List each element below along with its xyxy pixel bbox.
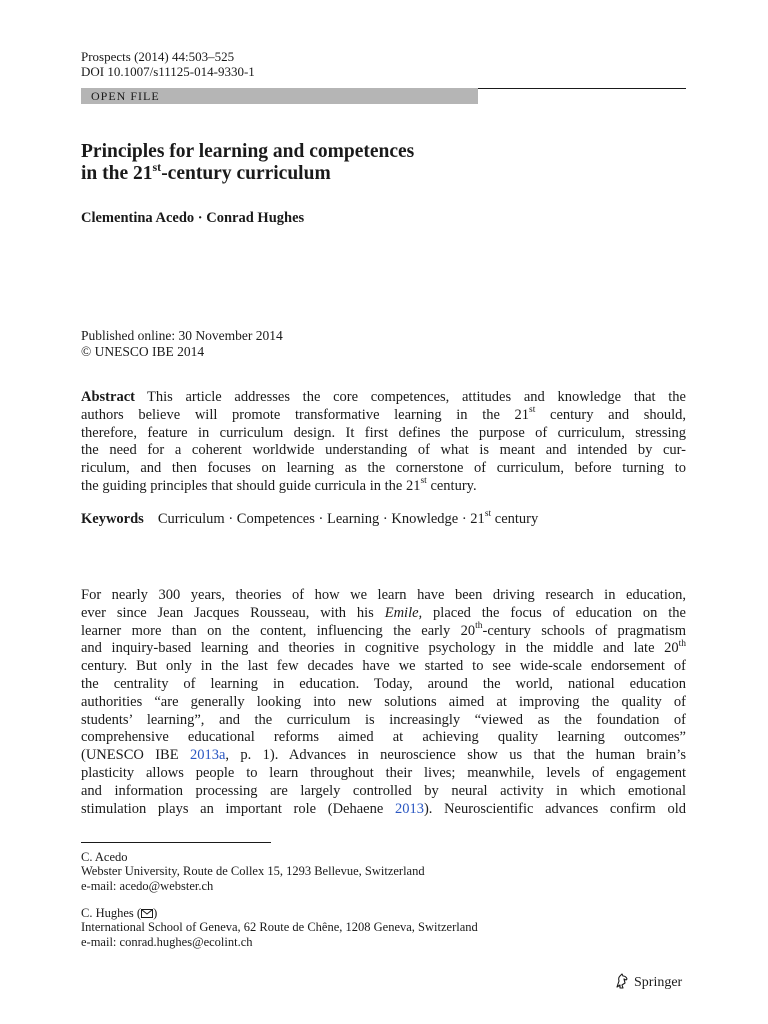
body-line: students’ learning”, and the curriculum is increasingly “viewed as the foundation of [81, 711, 686, 728]
article-title [81, 141, 681, 185]
copyright: © UNESCO IBE 2014 [81, 344, 205, 359]
abstract-line: riculum, and then focuses on learning as the cornerstone of curriculum, before turning to [81, 460, 686, 477]
footnote-rule [81, 842, 271, 843]
abstract-label: Abstract [81, 389, 135, 405]
abstract-line: the guiding principles that should guide curricula in the 21st century. [81, 476, 477, 494]
body-line: plasticity allows people to learn throughout their lives; meanwhile, levels of engagement [81, 764, 686, 781]
citation-link-dehaene-2013[interactable]: 2013 [394, 800, 424, 817]
abstract [81, 389, 686, 496]
title-line-2: in the 21st-century curriculum [81, 159, 331, 184]
affiliation-acedo [81, 850, 425, 893]
affiliation-email[interactable]: e-mail: acedo@webster.ch [81, 878, 214, 893]
section-label: OPEN FILE [91, 89, 160, 103]
affiliation-address: International School of Geneva, 62 Route de Chêne, 1208 Geneva, Switzerland [81, 920, 478, 935]
body-line: and inquiry-based learning and theories in cognitive psychology in the middle and late 20th [81, 638, 686, 657]
springer-horse-icon [614, 973, 630, 989]
book-title-emile: Emile, [384, 604, 423, 621]
publication-info [81, 328, 283, 360]
abstract-line: Abstract This article addresses the core competences, attitudes and knowledge that the [81, 389, 686, 405]
body-paragraph [81, 587, 686, 818]
body-line: and information processing are largely controlled by neural activity in which emotional [81, 782, 686, 799]
affiliation-email[interactable]: e-mail: conrad.hughes@ecolint.ch [81, 934, 253, 949]
affiliation-hughes [81, 906, 478, 949]
affiliation-name: C. Hughes ( ) [81, 906, 158, 920]
abstract-line: the need for a coherent worldwide understanding of what is meant and intended by cur- [81, 442, 686, 459]
section-label-bar [81, 88, 478, 104]
keywords: Keywords Curriculum · Competences · Learning · Knowledge · 21st century [81, 509, 539, 527]
body-line: For nearly 300 years, theories of how we learn have been driving research in education, [81, 587, 686, 603]
affiliation-address: Webster University, Route de Collex 15, 1293 Bellevue, Switzerland [81, 864, 425, 879]
publisher-name: Springer [634, 975, 683, 990]
citation-link-unesco-2013a[interactable]: 2013a [189, 747, 226, 764]
body-line: stimulation plays an important role (Dehaene 2013). Neuroscientific advances confirm old [81, 800, 686, 817]
body-line: (UNESCO IBE 2013a, p. 1). Advances in neuroscience show us that the human brain’s [81, 747, 686, 764]
header-rule [478, 88, 686, 89]
keywords-label: Keywords [81, 511, 144, 527]
keywords-list: Curriculum · Competences · Learning · Knowledge · 21 [157, 511, 485, 527]
author-list: Clementina Acedo · Conrad Hughes [81, 210, 305, 226]
body-line: ever since Jean Jacques Rousseau, with his Emile, placed the focus of education on the [81, 604, 686, 621]
body-line: century. But only in the last few decades have we started to see wide-scale endorsement of [81, 658, 686, 675]
affiliation-name: C. Acedo [81, 850, 128, 864]
envelope-icon [141, 907, 153, 916]
body-line: authorities “are generally looking into new solutions aimed at improving the quality of [81, 693, 686, 710]
journal-citation: Prospects (2014) 44:503–525 [81, 49, 235, 64]
body-line: comprehensive educational reforms aimed at achieving quality learning outcomes” [81, 729, 686, 746]
abstract-line: therefore, feature in curriculum design. It first defines the purpose of curriculum, stressing [81, 424, 686, 441]
doi-line: DOI 10.1007/s11125-014-9330-1 [81, 64, 255, 79]
abstract-line: authors believe will promote transformative learning in the 21st century and should, [81, 404, 686, 423]
title-line-1: Principles for learning and competences [81, 141, 415, 162]
publisher-logo [614, 973, 682, 991]
body-line: the centrality of learning in education. Today, around the world, national education [81, 675, 686, 692]
body-line: learner more than on the content, influencing the early 20th-century schools of pragmatism [81, 620, 687, 639]
published-date: Published online: 30 November 2014 [81, 328, 283, 343]
